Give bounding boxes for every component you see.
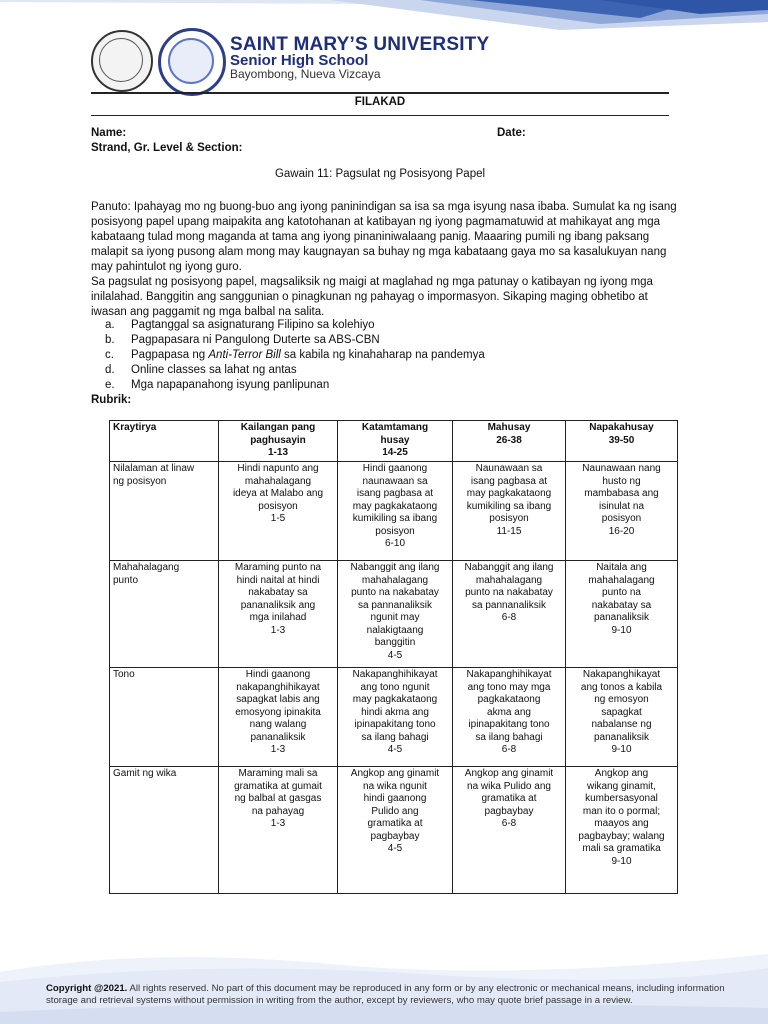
cell-line: kumikiling sa ibang: [352, 513, 438, 524]
rubric-header-cell: [219, 421, 338, 462]
cell-line: Naitala ang: [596, 562, 647, 573]
cell-line: kumbersasyonal: [585, 793, 658, 804]
issue-item: [105, 348, 485, 363]
cell-line: Nabanggit ang ilang: [464, 562, 554, 573]
issue-letter: b.: [105, 334, 115, 346]
cell-line: punto na nakabatay: [465, 587, 553, 598]
cell-line: 1-5: [270, 513, 286, 524]
rubric-cell: [338, 462, 453, 561]
cell-line: ngunit may: [370, 612, 420, 623]
issues-list: [105, 318, 485, 393]
rubric-header-cell: [566, 421, 678, 462]
cell-line: naunawaan sa: [362, 475, 428, 487]
rubric-cell: [566, 462, 678, 561]
cell-line: ipinapakitang tono: [354, 719, 436, 730]
rubric-cell: [219, 767, 338, 894]
rubric-cell: [338, 668, 453, 767]
cell-line: may pagkakataong: [466, 488, 552, 499]
rubric-row: [110, 462, 678, 561]
rubric-header-cell: [338, 421, 453, 462]
cell-line: 4-5: [387, 744, 403, 755]
issue-text-italic: Anti-Terror Bill: [208, 349, 281, 361]
copyright-notice: [46, 983, 736, 1007]
issue-text-main: Pagtanggal sa asignaturang Filipino sa kolehiyo: [131, 319, 375, 331]
rubric-cell: [338, 561, 453, 668]
rubric-table: [109, 420, 678, 894]
cell-line: Hindi napunto ang: [237, 463, 319, 474]
cell-line: sa ilang bahagi: [475, 731, 543, 743]
cell-line: mali sa gramatika: [582, 843, 661, 854]
cell-line: 39-50: [608, 434, 635, 446]
rubric-cell: [453, 767, 566, 894]
rubric-header-row: [110, 421, 678, 462]
header-banner-decoration: [0, 0, 768, 32]
cell-line: 9-10: [611, 744, 632, 755]
cell-line: ideya at Malabo ang: [232, 488, 324, 499]
issue-letter: d.: [105, 364, 115, 376]
issue-text-main: Mga napapanahong isyung panlipunan: [131, 379, 330, 391]
cell-line: Nilalaman at linaw: [113, 463, 195, 474]
cell-line: isinulat na: [598, 500, 645, 512]
rubric-header-cell: [110, 421, 219, 462]
issue-text: [131, 333, 380, 348]
cell-line: nabalanse ng: [591, 719, 652, 730]
school-location: Bayombong, Nueva Vizcaya: [230, 67, 381, 81]
cell-line: Maraming mali sa: [238, 768, 318, 779]
cell-line: 9-10: [611, 624, 632, 636]
cell-line: ng balbal at gasgas: [234, 793, 322, 804]
cell-line: mahahalagang: [475, 574, 543, 586]
issue-letter: c.: [105, 349, 114, 361]
cell-line: Nakapanghihikayat: [352, 669, 438, 680]
top-divider: [91, 92, 669, 94]
cell-line: sa pannanaliksik: [358, 599, 432, 611]
rubric-label: Rubrik:: [91, 394, 132, 406]
cell-line: ang tono ngunit: [360, 681, 430, 693]
cell-line: ang tono may mga: [467, 681, 551, 693]
cell-line: paghusayin: [250, 434, 306, 446]
name-field-label: Name:: [91, 127, 127, 139]
rubric-cell: [566, 767, 678, 894]
cell-line: Angkop ang ginamit: [350, 768, 440, 779]
cell-line: nakabatay sa: [591, 599, 652, 611]
cell-line: mahahalagang: [588, 574, 655, 586]
date-field-label: Date:: [497, 127, 526, 139]
cell-line: may pagkakataong: [352, 694, 438, 705]
cell-line: 6-10: [384, 538, 405, 549]
rubric-criterion: [110, 462, 219, 561]
school-name: Senior High School: [230, 52, 369, 69]
cell-line: 1-3: [270, 818, 286, 829]
rubric-cell: [566, 668, 678, 767]
rubric-cell: [219, 462, 338, 561]
issue-text-main: Online classes sa lahat ng antas: [131, 364, 297, 376]
cell-line: Kraytirya: [113, 422, 157, 433]
cell-line: Katamtamang: [361, 422, 429, 433]
rubric-cell: [453, 462, 566, 561]
cell-line: 1-13: [267, 447, 288, 458]
cell-line: Gamit ng wika: [113, 768, 177, 779]
cell-line: pagbaybay; walang: [578, 830, 665, 842]
rubric-criterion: [110, 668, 219, 767]
cell-line: punto: [113, 574, 139, 586]
rubric-criterion: [110, 767, 219, 894]
cell-line: posisyon: [375, 525, 415, 537]
cell-line: Hindi gaanong: [362, 463, 428, 474]
cell-line: 1-3: [270, 624, 286, 636]
cell-line: sa pannanaliksik: [472, 599, 546, 611]
cell-line: isang pagbasa at: [470, 475, 548, 487]
cell-line: Napakahusay: [589, 422, 654, 433]
issue-letter: a.: [105, 319, 115, 331]
cell-line: mambabasa ang: [584, 488, 659, 499]
rubric-cell: [219, 668, 338, 767]
cell-line: sapagkat: [601, 706, 642, 718]
copyright-text: All rights reserved. No part of this document may be reproduced in any form or by any electronic or mechanical means, including information storage and retrieval systems without permission in writing from the author, except by reviewers, who may quote brief passage in a review.: [46, 983, 725, 1006]
cell-line: posisyon: [258, 500, 298, 512]
cell-line: gramatika at: [481, 793, 537, 804]
issue-text-main: Pagpapasa ng: [131, 349, 209, 361]
cell-line: pagbaybay: [484, 805, 534, 817]
cell-line: Angkop ang ginamit: [464, 768, 554, 779]
cell-line: Maraming punto na: [234, 562, 322, 573]
instructions-paragraph-2: Sa pagsulat ng posisyong papel, magsaliksik ng maigi at maglahad ng mga patunay o katibayan ng iyong mga inilalahad. Banggitin ang sanggunian o pinagkunan ng pahayag o impormasyon. Sikaping maging obhetibo at iwasan ang paggamit ng mga balbal na salita.: [91, 276, 653, 318]
cell-line: nalakigtaang: [366, 624, 424, 636]
cell-line: 14-25: [382, 447, 408, 458]
cell-line: ng emosyon: [594, 694, 649, 705]
rubric-cell: [566, 561, 678, 668]
cell-line: pananaliksik ang: [240, 599, 316, 611]
cell-line: 9-10: [611, 855, 632, 867]
cell-line: sapagkat labis ang: [236, 694, 320, 705]
cell-line: mga inilahad: [249, 612, 307, 623]
activity-title: Gawain 11: Pagsulat ng Posisyong Papel: [274, 168, 486, 180]
cell-line: posisyon: [601, 513, 642, 524]
cell-line: ng posisyon: [113, 475, 167, 487]
issue-text-main: Pagpapasara ni Pangulong Duterte sa ABS-CBN: [131, 334, 380, 346]
instructions-paragraph-1: Panuto: Ipahayag mo ng buong-buo ang iyong paninindigan sa isa sa mga isyung nasa ibaba. Sumulat ka ng isang posisyong papel upang maipakita ang katotohanan at katibayan ng iyong pagmamatuwid at mahikayat ang mga kabataang tulad mong maganda at tama ang iyong pinaniniwalaang panig. Maaaring pumili ng ibang paksang malapit sa iyong pusong alam mong may kaugnayan sa buhay ng mga kabataang gaya mo sa kasalukuyan nang may pahintulot ng iyong guro.: [91, 201, 677, 273]
cell-line: 4-5: [387, 649, 403, 661]
cell-line: Hindi gaanong: [245, 669, 311, 680]
cell-line: pananaliksik: [593, 612, 650, 623]
issue-text: [131, 348, 485, 363]
issue-text: [131, 318, 375, 333]
university-name: SAINT MARY’S UNIVERSITY: [230, 34, 490, 55]
issue-text: [131, 378, 329, 393]
cell-line: 4-5: [387, 843, 403, 854]
cell-line: nang walang: [249, 719, 307, 730]
cell-line: 6-8: [501, 744, 517, 755]
cell-line: Naunawaan sa: [475, 463, 543, 474]
cell-line: husay: [380, 434, 410, 446]
rubric-cell: [453, 561, 566, 668]
issue-text-rest: sa kabila ng kinahaharap na pandemya: [280, 349, 485, 361]
cell-line: Nabanggit ang ilang: [350, 562, 440, 573]
cell-line: hindi akma ang: [361, 706, 429, 718]
cell-line: sa ilang bahagi: [361, 731, 429, 743]
cell-line: pananaliksik: [593, 731, 650, 743]
cell-line: Nakapanghihikayat: [466, 669, 552, 680]
rubric-cell: [219, 561, 338, 668]
cell-line: Naunawaan nang: [582, 463, 661, 474]
cell-line: gramatika at gumait: [234, 780, 322, 792]
cell-line: ipinapakitang tono: [468, 719, 550, 730]
subject-divider: [91, 115, 669, 116]
cell-line: na pahayag: [251, 805, 305, 817]
cell-line: nakapanghihikayat: [236, 681, 320, 693]
cell-line: mahahalagang: [244, 475, 312, 487]
cell-line: hindi gaanong: [363, 793, 427, 804]
cell-line: may pagkakataong: [352, 500, 438, 512]
shs-seal-logo: [91, 30, 153, 92]
cell-line: Tono: [113, 669, 135, 680]
cell-line: isang pagbasa at: [356, 488, 434, 499]
cell-line: emosyong ipinakita: [235, 706, 321, 718]
cell-line: Nakapanghikayat: [582, 669, 661, 680]
cell-line: kumikiling sa ibang: [466, 500, 552, 512]
rubric-cell: [453, 668, 566, 767]
issue-item: [105, 378, 485, 393]
cell-line: wikang ginamit,: [587, 780, 656, 792]
rubric-row: [110, 767, 678, 894]
cell-line: posisyon: [489, 513, 529, 524]
rubric-criterion: [110, 561, 219, 668]
issue-item: [105, 363, 485, 378]
rubric-header-cell: [453, 421, 566, 462]
cell-line: Kailangan pang: [240, 422, 316, 433]
rubric-row: [110, 668, 678, 767]
cell-line: nakabatay sa: [248, 587, 308, 598]
rubric-row: [110, 561, 678, 668]
strand-field-label: Strand, Gr. Level & Section:: [91, 142, 243, 154]
cell-line: Mahusay: [487, 422, 531, 433]
cell-line: pagbaybay: [370, 830, 420, 842]
issue-item: [105, 318, 485, 333]
cell-line: 16-20: [608, 525, 635, 537]
cell-line: hindi naital at hindi: [236, 574, 320, 586]
cell-line: akma ang: [487, 706, 531, 718]
cell-line: 26-38: [496, 434, 522, 446]
cell-line: 6-8: [501, 612, 517, 623]
cell-line: punto na nakabatay: [351, 587, 439, 598]
cell-line: ang tonos a kabila: [580, 681, 663, 693]
smu-seal-logo: [158, 28, 226, 96]
cell-line: 6-8: [501, 818, 517, 829]
cell-line: Pulido ang: [371, 805, 419, 817]
cell-line: gramatika at: [367, 818, 423, 829]
issue-text: [131, 363, 297, 378]
issue-letter: e.: [105, 379, 115, 391]
cell-line: pananaliksik: [250, 731, 306, 743]
cell-line: 1-3: [270, 744, 286, 755]
copyright-year: Copyright @2021.: [46, 983, 128, 994]
cell-line: pagkakataong: [477, 694, 541, 705]
cell-line: mahahalagang: [361, 574, 429, 586]
cell-line: na wika Pulido ang: [467, 780, 551, 792]
issue-item: [105, 333, 485, 348]
cell-line: na wika ngunit: [363, 780, 427, 792]
cell-line: Mahahalagang: [113, 562, 180, 573]
cell-line: maayos ang: [594, 818, 649, 829]
cell-line: husto ng: [602, 475, 641, 487]
cell-line: punto na: [602, 587, 641, 598]
cell-line: 11-15: [496, 525, 522, 537]
cell-line: Angkop ang: [594, 768, 649, 779]
cell-line: banggitin: [374, 637, 416, 648]
subject-title: FILAKAD: [354, 96, 406, 108]
cell-line: man ito o pormal;: [582, 805, 661, 817]
rubric-cell: [338, 767, 453, 894]
